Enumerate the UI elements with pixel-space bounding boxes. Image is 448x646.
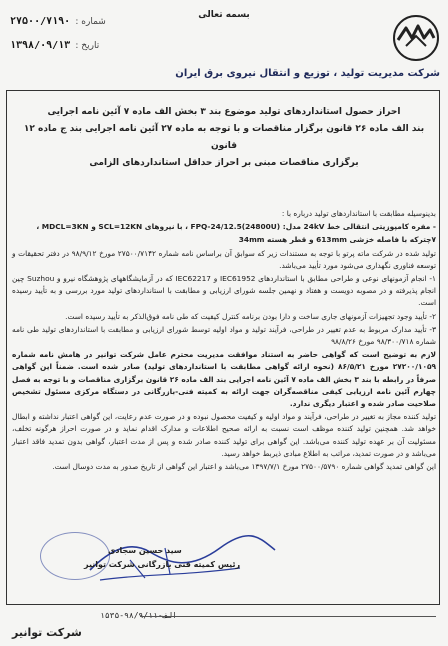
company-name: شرکت مدیریت تولید ، توزیع و انتقال نیروی برق ایران	[175, 68, 440, 79]
title-line: برگزاری مناقصات مبنی بر احراز حداقل استانداردهای الزامی	[89, 158, 359, 168]
title-line: بند الف ماده ۲۶ قانون برگزار مناقصات و با توجه به ماده ۲۷ آئین نامه اجرایی بند ج ماده ۱۲ قانون	[23, 124, 425, 151]
body-validity: این گواهی تمدید گواهی شماره ۲۷۵۰۰/۵۷۹۰ مورخ ۱۳۹۷/۷/۱ می‌باشد و اعتبار این گواهی از تاریخ صدور به مدت دوسال است.	[52, 462, 436, 472]
body-conditions: تولید کننده مجاز به تغییر در طراحی، فرآیند و مواد اولیه و کیفیت محصول نبوده و در صورت عدم رعایت، این گواهی اعتبار نداشته و ابطال خواهد شد. همچنین تولید کننده موظف است نسبت به ارائه صحیح اطلاعات و مدارک اقدام نماید و در صورت احراز هرگونه تخلف، مسئولیت آن بر عهده تولید کننده می‌باشد. این گواهی برای تولید کننده صادر شده و پس از مدت اعتبار، گواهی بدون تمدید فاقد اعتبار می‌باشد و در صورت تمدید، مراتب به اطلاع مبادی ذیربط خواهد رسید.	[12, 412, 436, 458]
body-paragraph: تولید شده در شرکت ماته پرتو با توجه به مستندات زیر که سوابق آن براساس نامه شماره ۲۷۵۰۰/۷۱۴۲ مورخ ۹۸/۹/۱۲ در دفتر تحقیقات و توسعه فناوری نگهداری می‌شود مورد تأیید می‌باشد.	[12, 248, 436, 270]
body-bold-note: لازم به توضیح است که گواهی حاضر به استناد موافقت مدیریت محترم عامل شرکت توانیر در هامش نامه شماره ۲۷۲۰۰/۱۰۵۹ مورخ ۸۶/۵/۲۱ (نحوه ارائه گواهی مطابقت با استانداردهای تولید) صادر شده است. ضمناً این گواهی صرفاً در رابطه با بند ۳ بخش الف ماده ۷ آئین نامه اجرایی بند الف ماده ۲۶ قانون برگزاری مناقصات و با توجه به فصل چهارم آئین نامه ارزیابی کیفی مناقصه‌گران جهت ارائه به کمیته فنی-بازرگانی در دستگاه مرکزی مسئول تشخیص صلاحیت صادر شده و اعتبار دیگری ندارد.	[12, 350, 437, 409]
body-item-3: ۳- تأیید مدارک مربوط به عدم تغییر در طراحی، فرآیند تولید و مواد اولیه توسط شورای ارزیابی و مطابقت با استانداردهای تولید طی نامه شماره ۹۸/۳۰۰/۷۱۸ مورخ ۹۸/۸/۲۶	[12, 324, 436, 347]
footer-code: الف-۹۸/۹/۱۱-۱۵۳۵	[100, 611, 178, 620]
footer-company: شرکت توانیر	[12, 626, 82, 639]
bismillah-heading: بسمه تعالی	[198, 10, 250, 20]
body-item-1: ۱- انجام آزمونهای نوعی و طراحی مطابق با استانداردهای IEC61952 و IEC62217 که در آزمایشگاههای پژوهشگاه نیرو و Suzhou چین انجام پذیرفته و در مصوبه دویست و هفتاد و نهمین جلسه شورای ارزیابی و مطابقت با استانداردهای تولید مورد بررسی و به تأیید رسیده است.	[12, 274, 436, 308]
signatory-title: رئیس کمیته فنی بازرگانی شرکت توانیر	[84, 560, 241, 569]
letter-number-value: ۲۷۵۰۰/۷۱۹۰	[10, 16, 71, 27]
letter-number-label: شماره :	[75, 17, 106, 27]
product-line-2: ۷چترکه با فاصله خزشی 613mm و قطر هسته 34mm	[238, 235, 436, 245]
letter-date	[10, 40, 99, 51]
letter-date-label: تاریخ :	[75, 41, 100, 51]
letter-number	[10, 16, 106, 27]
certificate-title	[14, 104, 434, 172]
letter-date-value: ۱۳۹۸/۰۹/۱۳	[10, 40, 71, 51]
title-line: احراز حصول استانداردهای تولید موضوع بند ۳ بخش الف ماده ۷ آئین نامه اجرایی	[47, 107, 401, 117]
footer-divider	[140, 616, 436, 617]
body-intro: بدینوسیله مطابقت با استانداردهای تولید درباره با :	[281, 209, 436, 218]
body-item-2: ۲- تأیید وجود تجهیزات آزمونهای جاری ساخت و دارا بودن برنامه کنترل کیفیت که طی نامه فوق‌الذکر به تأیید رسیده است.	[65, 311, 436, 321]
product-line-1: - مفره کامپوزیتی انتقالی خط 24kV مدل: FPQ-24/12.5(24800U) ، با نیروهای SCL=12KN و MDCL=3KN ،	[36, 222, 436, 232]
signatory-name: سید حسین سجادی	[108, 546, 182, 555]
tavanir-logo-icon	[392, 14, 440, 62]
certificate-body	[12, 208, 436, 474]
